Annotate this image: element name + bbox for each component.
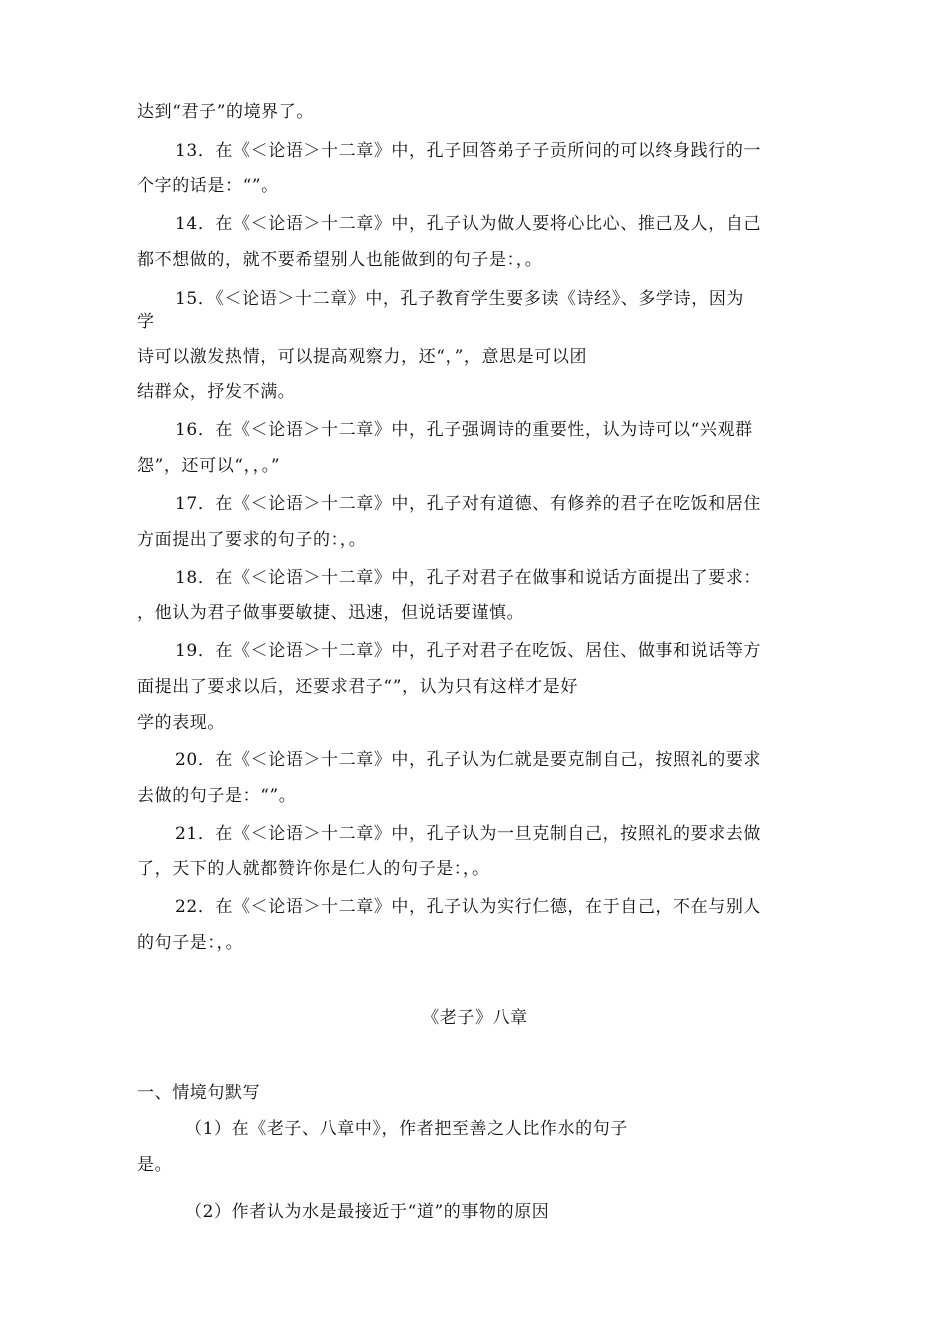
part-heading: 一、情境句默写 — [137, 1083, 261, 1103]
question-13-line-2: 个字的话是：“”。 — [137, 176, 279, 196]
question-16-line-2: 怨”，还可以“，，。” — [137, 456, 281, 476]
question-22-line-1: 22．在《＜论语＞十二章》中，孔子认为实行仁德，在于自己，不在与别人 — [175, 897, 762, 917]
question-21-line-2: 了，天下的人就都赞许你是仁人的句子是：，。 — [137, 859, 490, 879]
question-15-line-1: 15．《＜论语＞十二章》中，孔子教育学生要多读《诗经》、多学诗，因为 — [175, 289, 745, 309]
item-1-line-2: 是。 — [137, 1155, 173, 1175]
question-15-line-4: 结群众，抒发不满。 — [137, 382, 296, 402]
question-15-line-3: 诗可以激发热情，可以提高观察力，还“，”，意思是可以团 — [137, 347, 588, 367]
question-17-line-2: 方面提出了要求的句子的：，。 — [137, 530, 367, 550]
question-14-line-1: 14．在《＜论语＞十二章》中，孔子认为做人要将心比心、推己及人，自己 — [175, 214, 762, 234]
question-20-line-2: 去做的句子是：“”。 — [137, 786, 297, 806]
question-18-line-2: ，他认为君子做事要敏捷、迅速，但说话要谨慎。 — [137, 603, 525, 623]
question-17-line-1: 17．在《＜论语＞十二章》中，孔子对有道德、有修养的君子在吃饭和居住 — [175, 494, 762, 514]
continuation-line: 达到“君子”的境界了。 — [137, 102, 314, 122]
question-19-line-2: 面提出了要求以后，还要求君子“”，认为只有这样才是好 — [137, 677, 578, 697]
question-15-line-2: 学 — [137, 312, 155, 332]
item-1-line-1: （1）在《老子、八章中》，作者把至善之人比作水的句子 — [185, 1119, 628, 1139]
question-13-line-1: 13．在《＜论语＞十二章》中，孔子回答弟子子贡所问的可以终身践行的一 — [175, 141, 762, 161]
question-18-line-1: 18．在《＜论语＞十二章》中，孔子对君子在做事和说话方面提出了要求： — [175, 568, 762, 588]
question-14-line-2: 都不想做的，就不要希望别人也能做到的句子是：，。 — [137, 250, 543, 270]
section-title: 《老子》八章 — [422, 1008, 528, 1028]
question-19-line-3: 学的表现。 — [137, 713, 225, 733]
question-20-line-1: 20．在《＜论语＞十二章》中，孔子认为仁就是要克制自己，按照礼的要求 — [175, 750, 762, 770]
item-2-line-1: （2）作者认为水是最接近于“道”的事物的原因 — [185, 1202, 550, 1222]
question-19-line-1: 19．在《＜论语＞十二章》中，孔子对君子在吃饭、居住、做事和说话等方 — [175, 641, 762, 661]
question-16-line-1: 16．在《＜论语＞十二章》中，孔子强调诗的重要性，认为诗可以“兴观群 — [175, 420, 753, 440]
question-22-line-2: 的句子是：，。 — [137, 933, 244, 953]
question-21-line-1: 21．在《＜论语＞十二章》中，孔子认为一旦克制自己，按照礼的要求去做 — [175, 824, 762, 844]
